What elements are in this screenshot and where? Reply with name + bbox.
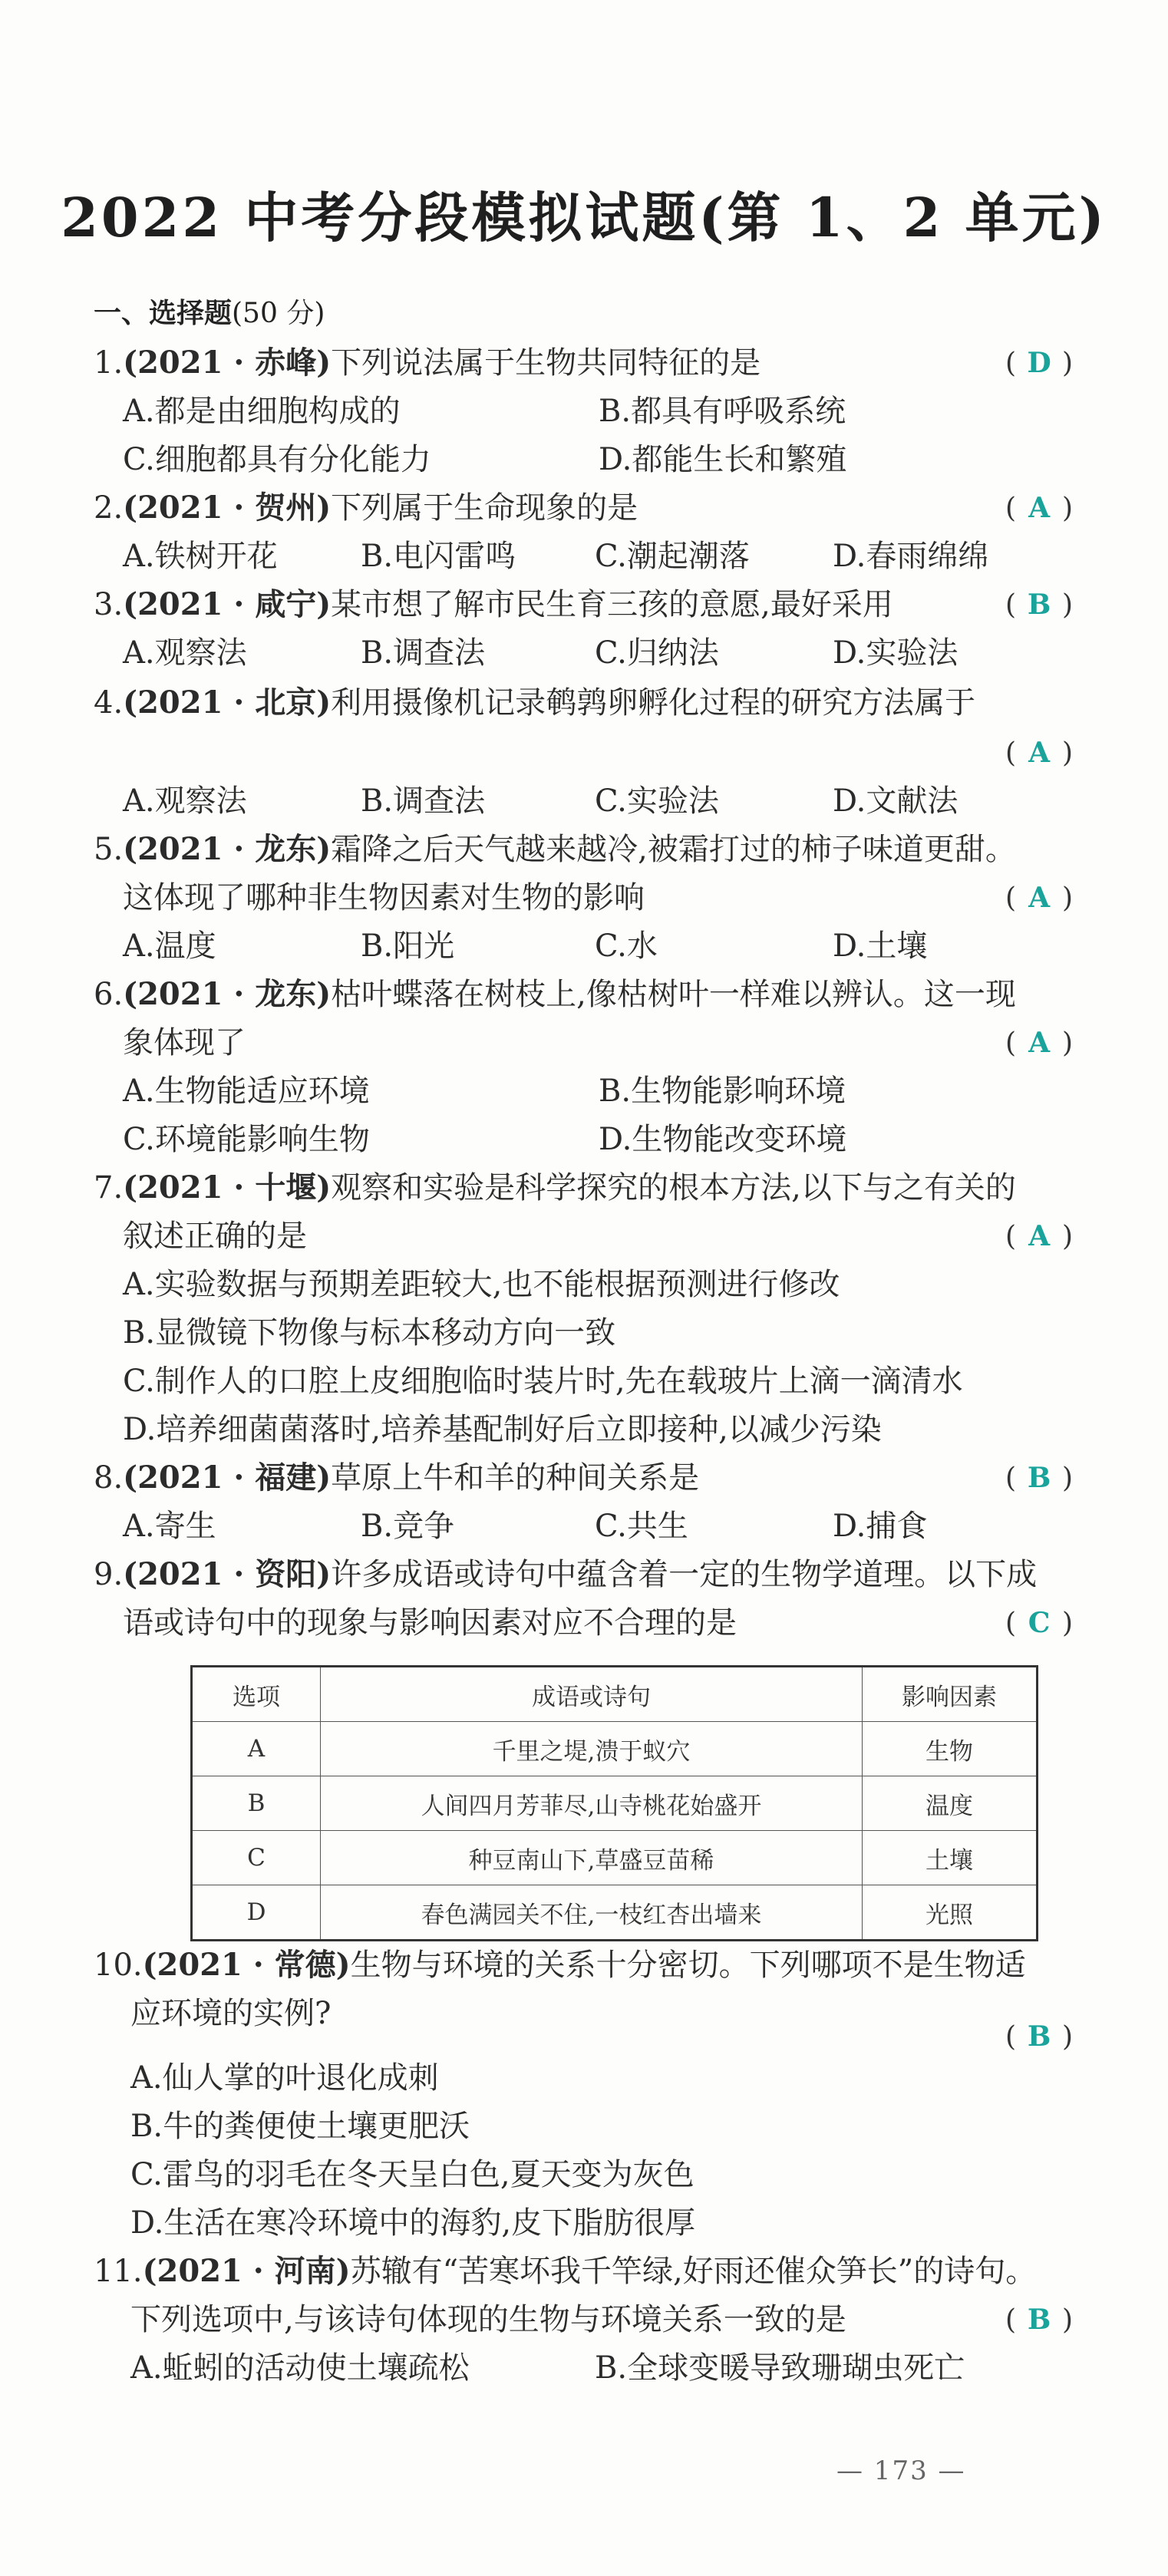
table-cell: 春色满园关不住,一枝红杏出墙来 [321,1885,863,1941]
question-9-stem-line-2: 语或诗句中的现象与影响因素对应不合理的是 [123,1605,737,1641]
table-header-row [192,1667,1038,1722]
question-5-answer: ( A ) [1005,882,1074,914]
question-3-option-c: C.归纳法 [595,635,719,671]
question-1-answer: ( D ) [1005,347,1074,379]
question-2-stem: 2.(2021 · 贺州)下列属于生命现象的是 [94,490,638,526]
question-10-option-a: A.仙人掌的叶退化成刺 [130,2060,439,2096]
question-6-answer: ( A ) [1005,1027,1074,1059]
question-1-stem: 1.(2021 · 赤峰)下列说法属于生物共同特征的是 [94,345,761,381]
table-cell: 人间四月芳菲尽,山寺桃花始盛开 [321,1776,863,1831]
question-6-option-d: D.生物能改变环境 [599,1122,847,1157]
section-score-note: (50 分) [232,298,325,329]
question-3-option-b: B.调查法 [361,635,486,671]
table-header-cell: 影响因素 [863,1667,1038,1722]
question-4-option-d: D.文献法 [833,783,958,819]
table-cell: 种豆南山下,草盛豆苗稀 [321,1831,863,1885]
question-10-option-c: C.雷鸟的羽毛在冬天呈白色,夏天变为灰色 [130,2157,695,2192]
question-10-answer: ( B ) [1005,2020,1074,2053]
table-cell: 温度 [863,1776,1038,1831]
question-6-option-c: C.环境能影响生物 [123,1122,370,1157]
question-5-option-c: C.水 [595,928,658,964]
question-6-option-b: B.生物能影响环境 [599,1074,846,1109]
question-2-answer: ( A ) [1005,492,1074,524]
question-7-option-c: C.制作人的口腔上皮细胞临时装片时,先在载玻片上滴一滴清水 [123,1364,963,1399]
question-3-answer: ( B ) [1005,589,1074,621]
question-4-stem: 4.(2021 · 北京)利用摄像机记录鹌鹑卵孵化过程的研究方法属于 [94,684,976,721]
question-3-option-d: D.实验法 [833,635,958,671]
table-row [192,1776,1038,1831]
table-cell: B [192,1776,321,1831]
question-7-option-a: A.实验数据与预期差距较大,也不能根据预测进行修改 [123,1267,840,1302]
question-11-option-b: B.全球变暖导致珊瑚虫死亡 [595,2350,965,2386]
question-2-option-c: C.潮起潮落 [595,539,750,574]
question-5-option-a: A.温度 [123,928,216,964]
question-11-stem-line-1: 11.(2021 · 河南)苏辙有“苦寒坏我千竿绿,好雨还催众笋长”的诗句。 [94,2253,1037,2289]
table-header-cell: 选项 [192,1667,321,1722]
question-9-stem-line-1: 9.(2021 · 资阳)许多成语或诗句中蕴含着一定的生物学道理。以下成 [94,1556,1038,1592]
question-6-stem-line-1: 6.(2021 · 龙东)枯叶蝶落在树枝上,像枯树叶一样难以辨认。这一现 [94,976,1016,1012]
question-7-answer: ( A ) [1005,1220,1074,1252]
question-11-option-a: A.蚯蚓的活动使土壤疏松 [130,2350,470,2386]
question-1-option-d: D.都能生长和繁殖 [599,442,847,477]
question-3-stem: 3.(2021 · 咸宁)某市想了解市民生育三孩的意愿,最好采用 [94,586,893,622]
question-7-option-d: D.培养细菌菌落时,培养基配制好后立即接种,以减少污染 [123,1412,882,1447]
table-cell: 生物 [863,1722,1038,1776]
question-2-option-b: B.电闪雷鸣 [361,539,516,574]
table-row [192,1831,1038,1885]
page-title: 2022 中考分段模拟试题(第 1、2 单元) [61,186,1107,249]
question-8-option-a: A.寄生 [123,1509,216,1544]
question-7-option-b: B.显微镜下物像与标本移动方向一致 [123,1315,616,1351]
question-7-stem-line-2: 叙述正确的是 [123,1219,307,1254]
question-8-stem: 8.(2021 · 福建)草原上牛和羊的种间关系是 [94,1460,700,1496]
question-1-option-a: A.都是由细胞构成的 [123,394,401,429]
table-cell: 千里之堤,溃于蚁穴 [321,1722,863,1776]
question-9-answer: ( C ) [1005,1607,1074,1639]
table-cell: C [192,1831,321,1885]
question-5-option-d: D.土壤 [833,928,928,964]
question-8-option-c: C.共生 [595,1509,688,1544]
table-cell: D [192,1885,321,1941]
question-10-option-b: B.牛的粪便使土壤更肥沃 [130,2109,470,2144]
question-4-option-a: A.观察法 [123,783,247,819]
question-6-option-a: A.生物能适应环境 [123,1074,370,1109]
question-10-option-d: D.生活在寒冷环境中的海豹,皮下脂肪很厚 [130,2205,696,2241]
table-cell: 土壤 [863,1831,1038,1885]
table-row [192,1885,1038,1941]
table-header-cell: 成语或诗句 [321,1667,863,1722]
question-8-answer: ( B ) [1005,1462,1074,1494]
question-4-option-c: C.实验法 [595,783,719,819]
section-label: 一、选择题 [94,297,233,329]
question-2-option-a: A.铁树开花 [123,539,278,574]
question-9-table [190,1665,1038,1941]
question-6-stem-line-2: 象体现了 [123,1025,246,1060]
question-5-option-b: B.阳光 [361,928,455,964]
question-8-option-d: D.捕食 [833,1509,928,1544]
question-5-stem-line-1: 5.(2021 · 龙东)霜降之后天气越来越冷,被霜打过的柿子味道更甜。 [94,831,1016,867]
question-2-option-d: D.春雨绵绵 [833,539,989,574]
table-cell: A [192,1722,321,1776]
section-heading [94,292,325,331]
question-5-stem-line-2: 这体现了哪种非生物因素对生物的影响 [123,880,645,915]
question-4-answer: ( A ) [1005,737,1074,769]
question-4-option-b: B.调查法 [361,783,486,819]
question-11-answer: ( B ) [1005,2304,1074,2336]
question-10-stem-line-2: 应环境的实例? [130,1996,332,2031]
question-8-option-b: B.竞争 [361,1509,455,1544]
page-number: — 173 — [836,2456,966,2486]
question-1-option-c: C.细胞都具有分化能力 [123,442,431,477]
table-cell: 光照 [863,1885,1038,1941]
question-7-stem-line-1: 7.(2021 · 十堰)观察和实验是科学探究的根本方法,以下与之有关的 [94,1169,1016,1206]
table-row [192,1722,1038,1776]
question-1-option-b: B.都具有呼吸系统 [599,394,846,429]
question-3-option-a: A.观察法 [123,635,247,671]
question-11-stem-line-2: 下列选项中,与该诗句体现的生物与环境关系一致的是 [130,2302,846,2337]
question-10-stem-line-1: 10.(2021 · 常德)生物与环境的关系十分密切。下列哪项不是生物适 [94,1947,1026,1983]
